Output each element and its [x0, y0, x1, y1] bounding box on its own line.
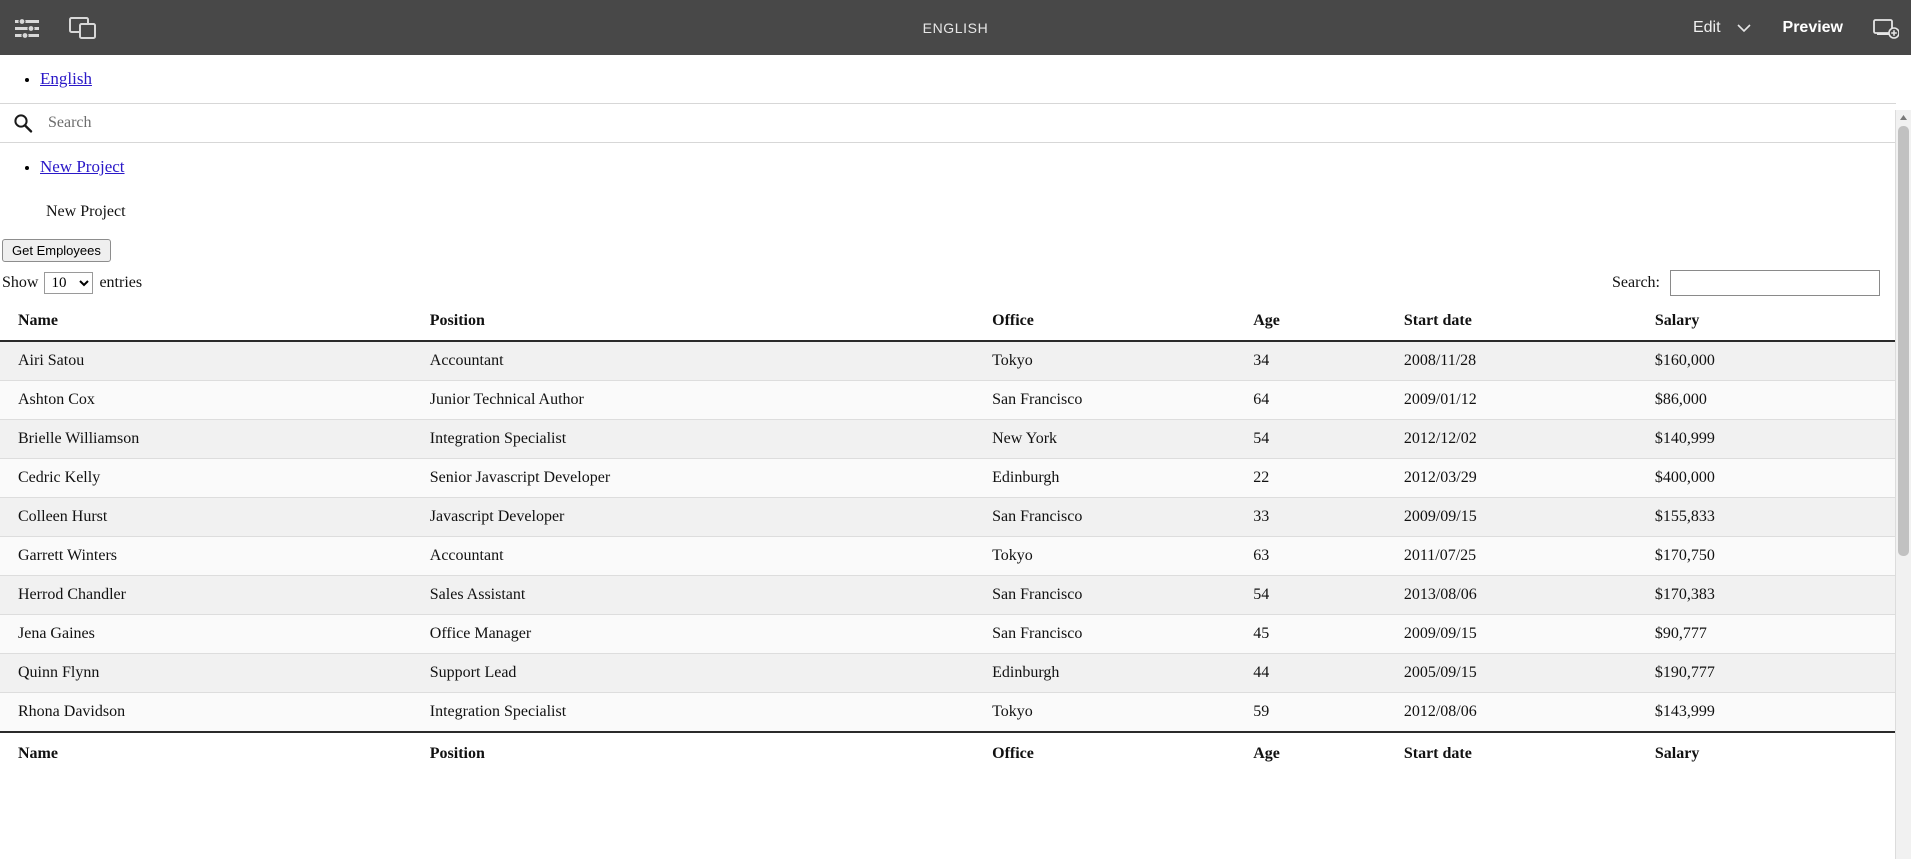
cell-name: Colleen Hurst [0, 498, 420, 537]
page-scrollbar[interactable] [1895, 110, 1911, 859]
cell-age: 34 [1243, 341, 1394, 381]
cell-start-date: 2012/12/02 [1394, 420, 1645, 459]
cell-start-date: 2012/03/29 [1394, 459, 1645, 498]
table-body [0, 341, 1896, 732]
cell-office: Edinburgh [982, 654, 1243, 693]
cell-name: Garrett Winters [0, 537, 420, 576]
cell-salary: $86,000 [1645, 381, 1896, 420]
table-row[interactable] [0, 615, 1896, 654]
table-row[interactable] [0, 654, 1896, 693]
cell-age: 44 [1243, 654, 1394, 693]
cell-age: 64 [1243, 381, 1394, 420]
table-row[interactable] [0, 341, 1896, 381]
column-header-age[interactable]: Age [1243, 306, 1394, 341]
cell-name: Rhona Davidson [0, 693, 420, 733]
column-header-name[interactable]: Name [0, 306, 420, 341]
page-title: New Project [46, 203, 126, 220]
language-list [0, 69, 1896, 89]
datatable-length-control [0, 272, 142, 294]
cell-name: Herrod Chandler [0, 576, 420, 615]
chevron-down-icon[interactable] [1727, 11, 1761, 45]
cell-salary: $160,000 [1645, 341, 1896, 381]
entries-per-page-select[interactable] [44, 272, 93, 294]
page-content [0, 69, 1896, 769]
footer-header-office: Office [982, 732, 1243, 769]
cell-position: Accountant [420, 537, 982, 576]
column-header-start-date[interactable]: Start date [1394, 306, 1645, 341]
cell-office: San Francisco [982, 615, 1243, 654]
table-row[interactable] [0, 693, 1896, 733]
cell-name: Quinn Flynn [0, 654, 420, 693]
table-row[interactable] [0, 498, 1896, 537]
cell-office: San Francisco [982, 381, 1243, 420]
length-suffix-label: entries [99, 274, 143, 291]
cell-start-date: 2013/08/06 [1394, 576, 1645, 615]
datatable-controls [0, 270, 1896, 296]
cell-position: Junior Technical Author [420, 381, 982, 420]
scrollbar-thumb[interactable] [1898, 126, 1909, 556]
cell-start-date: 2009/09/15 [1394, 498, 1645, 537]
cell-start-date: 2011/07/25 [1394, 537, 1645, 576]
cell-position: Sales Assistant [420, 576, 982, 615]
cell-age: 54 [1243, 420, 1394, 459]
preview-button[interactable]: Preview [1782, 18, 1843, 36]
filter-label: Search: [1612, 274, 1660, 291]
cell-position: Senior Javascript Developer [420, 459, 982, 498]
cell-name: Brielle Williamson [0, 420, 420, 459]
publish-icon[interactable] [1869, 11, 1903, 45]
site-search-bar[interactable] [0, 103, 1896, 143]
project-list [0, 157, 1896, 177]
page-viewport [0, 55, 1911, 859]
devices-icon[interactable] [66, 11, 100, 45]
column-header-office[interactable]: Office [982, 306, 1243, 341]
cell-office: New York [982, 420, 1243, 459]
table-row[interactable] [0, 537, 1896, 576]
cell-office: Tokyo [982, 341, 1243, 381]
table-row[interactable] [0, 381, 1896, 420]
table-header-row [0, 306, 1896, 341]
list-item [40, 157, 1896, 177]
cell-age: 59 [1243, 693, 1394, 733]
length-prefix-label: Show [2, 274, 39, 291]
cell-name: Ashton Cox [0, 381, 420, 420]
table-row[interactable] [0, 459, 1896, 498]
cell-position: Office Manager [420, 615, 982, 654]
cell-position: Accountant [420, 341, 982, 381]
cell-start-date: 2009/01/12 [1394, 381, 1645, 420]
cell-salary: $170,750 [1645, 537, 1896, 576]
get-employees-button[interactable]: Get Employees [2, 239, 111, 262]
cell-office: Tokyo [982, 693, 1243, 733]
column-header-salary[interactable]: Salary [1645, 306, 1896, 341]
scroll-up-arrow-icon[interactable] [1896, 110, 1911, 125]
cell-salary: $143,999 [1645, 693, 1896, 733]
cell-office: San Francisco [982, 576, 1243, 615]
toolbar-language-label: ENGLISH [922, 19, 989, 36]
cell-name: Jena Gaines [0, 615, 420, 654]
table-row[interactable] [0, 420, 1896, 459]
search-input[interactable] [46, 113, 1746, 133]
cell-office: Edinburgh [982, 459, 1243, 498]
language-link-english[interactable]: English [40, 69, 92, 88]
footer-header-age: Age [1243, 732, 1394, 769]
cell-age: 63 [1243, 537, 1394, 576]
datatable-search-input[interactable] [1670, 270, 1880, 296]
cell-position: Support Lead [420, 654, 982, 693]
table-row[interactable] [0, 576, 1896, 615]
cell-position: Integration Specialist [420, 420, 982, 459]
cell-age: 54 [1243, 576, 1394, 615]
datatable-filter-control [1612, 270, 1880, 296]
column-header-position[interactable]: Position [420, 306, 982, 341]
editor-toolbar [0, 0, 1911, 55]
cell-age: 33 [1243, 498, 1394, 537]
toolbar-right-group [1683, 11, 1911, 45]
cell-position: Integration Specialist [420, 693, 982, 733]
cell-start-date: 2008/11/28 [1394, 341, 1645, 381]
cell-office: Tokyo [982, 537, 1243, 576]
cell-age: 45 [1243, 615, 1394, 654]
cell-salary: $400,000 [1645, 459, 1896, 498]
cell-start-date: 2012/08/06 [1394, 693, 1645, 733]
cell-salary: $90,777 [1645, 615, 1896, 654]
cell-salary: $140,999 [1645, 420, 1896, 459]
footer-header-salary: Salary [1645, 732, 1896, 769]
cell-salary: $170,383 [1645, 576, 1896, 615]
cell-salary: $155,833 [1645, 498, 1896, 537]
cell-position: Javascript Developer [420, 498, 982, 537]
project-link-new-project[interactable]: New Project [40, 157, 125, 176]
cell-start-date: 2005/09/15 [1394, 654, 1645, 693]
list-item [40, 69, 1896, 89]
toolbar-left-group [0, 11, 100, 45]
layout-toggle-icon[interactable] [10, 11, 44, 45]
footer-header-position: Position [420, 732, 982, 769]
cell-name: Airi Satou [0, 341, 420, 381]
cell-age: 22 [1243, 459, 1394, 498]
cell-office: San Francisco [982, 498, 1243, 537]
cell-start-date: 2009/09/15 [1394, 615, 1645, 654]
table-footer [0, 732, 1896, 769]
footer-header-start-date: Start date [1394, 732, 1645, 769]
cell-salary: $190,777 [1645, 654, 1896, 693]
table-footer-row [0, 732, 1896, 769]
employees-table [0, 306, 1896, 769]
table-header [0, 306, 1896, 341]
search-icon [12, 112, 34, 134]
edit-mode-button[interactable]: Edit [1692, 18, 1721, 36]
footer-header-name: Name [0, 732, 420, 769]
cell-name: Cedric Kelly [0, 459, 420, 498]
